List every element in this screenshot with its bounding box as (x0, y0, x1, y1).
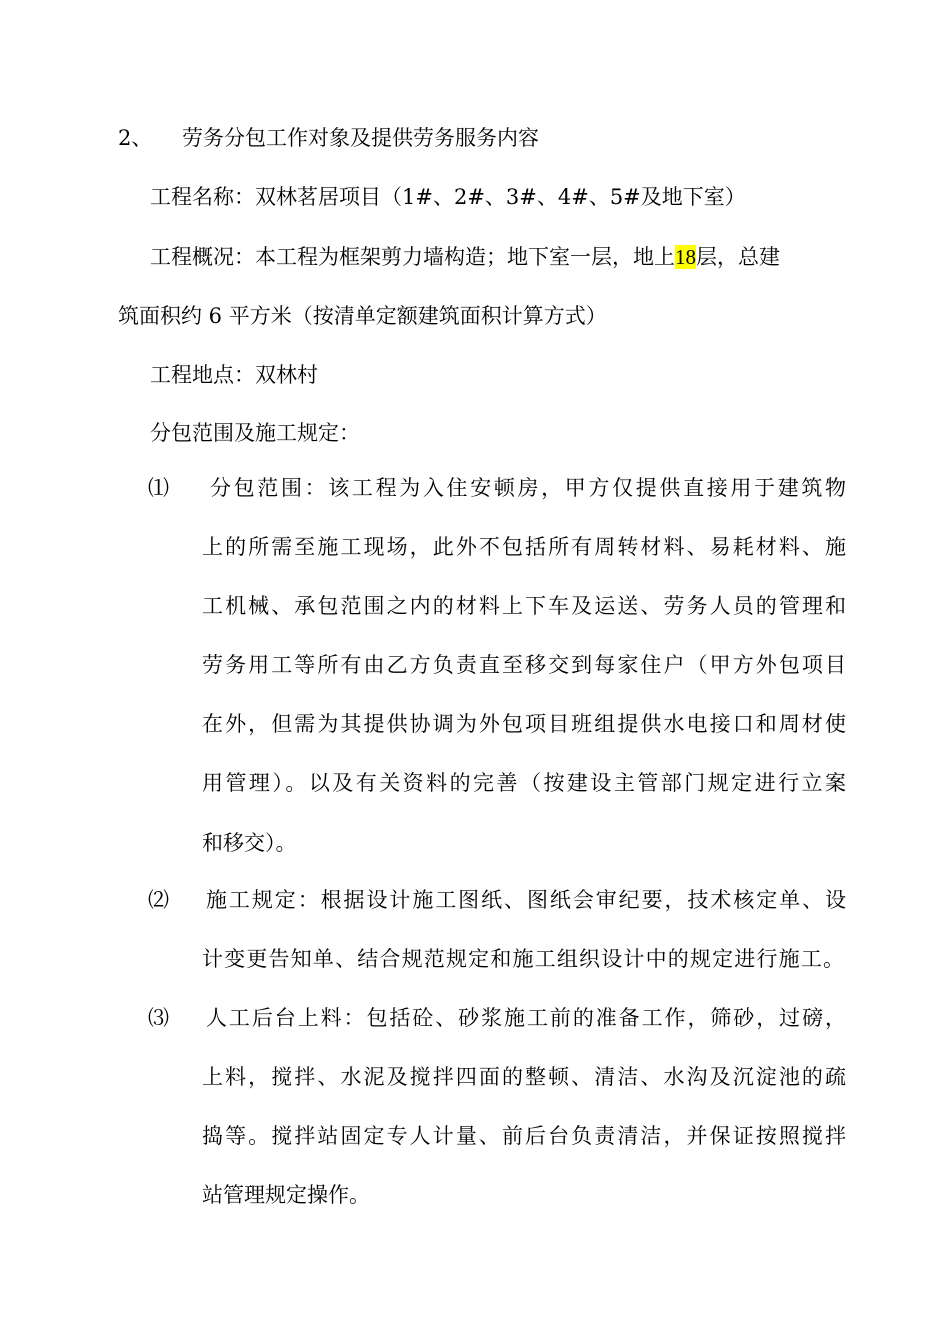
project-overview-line-2: 筑面积约 6 平方米（按清单定额建筑面积计算方式） (118, 304, 607, 328)
item-marker-3: ⑶ (148, 1006, 169, 1030)
project-overview-line-1 (150, 243, 848, 271)
item-1-line-4: 劳务用工等所有由乙方负责直至移交到每家住户（甲方外包项目 (202, 653, 846, 677)
item-1-line-2: 上的所需至施工现场，此外不包括所有周转材料、易耗材料、施 (202, 535, 846, 559)
item-3-line-3: 捣等。搅拌站固定专人计量、前后台负责清洁，并保证按照搅拌 (202, 1124, 846, 1148)
item-3-line-1: 人工后台上料：包括砼、砂浆施工前的准备工作，筛砂，过磅， (206, 1006, 846, 1030)
item-1-line-7: 和移交）。 (202, 831, 297, 855)
section-title: 劳务分包工作对象及提供劳务服务内容 (182, 126, 539, 150)
item-3-line-4: 站管理规定操作。 (202, 1183, 370, 1207)
project-location-line: 工程地点：双林村 (150, 363, 318, 387)
item-2-line-1: 施工规定：根据设计施工图纸、图纸会审纪要，技术核定单、设 (206, 888, 846, 912)
overview-suffix: 层，总建 (696, 245, 780, 269)
item-1-line-3: 工机械、承包范围之内的材料上下车及运送、劳务人员的管理和 (202, 594, 846, 618)
item-1-line-1: 分包范围：该工程为入住安顿房，甲方仅提供直接用于建筑物 (210, 476, 846, 500)
item-1-line-6: 用管理）。以及有关资料的完善（按建设主管部门规定进行立案 (202, 771, 846, 795)
item-3-line-2: 上料，搅拌、水泥及搅拌四面的整顿、清洁、水沟及沉淀池的疏 (202, 1065, 846, 1089)
item-marker-2: ⑵ (148, 888, 169, 912)
item-2-line-2: 计变更告知单、结合规范规定和施工组织设计中的规定进行施工。 (202, 947, 844, 971)
highlighted-floor-count: 18 (675, 245, 696, 269)
item-marker-1: ⑴ (148, 476, 169, 500)
section-number: 2、 (118, 126, 153, 150)
item-1-line-5: 在外，但需为其提供协调为外包项目班组提供水电接口和周材使 (202, 712, 846, 736)
scope-heading: 分包范围及施工规定： (150, 421, 360, 445)
project-name-line: 工程名称：双林茗居项目（1#、2#、3#、4#、5#及地下室） (150, 185, 746, 209)
overview-prefix: 工程概况：本工程为框架剪力墙构造；地下室一层，地上 (150, 245, 675, 269)
